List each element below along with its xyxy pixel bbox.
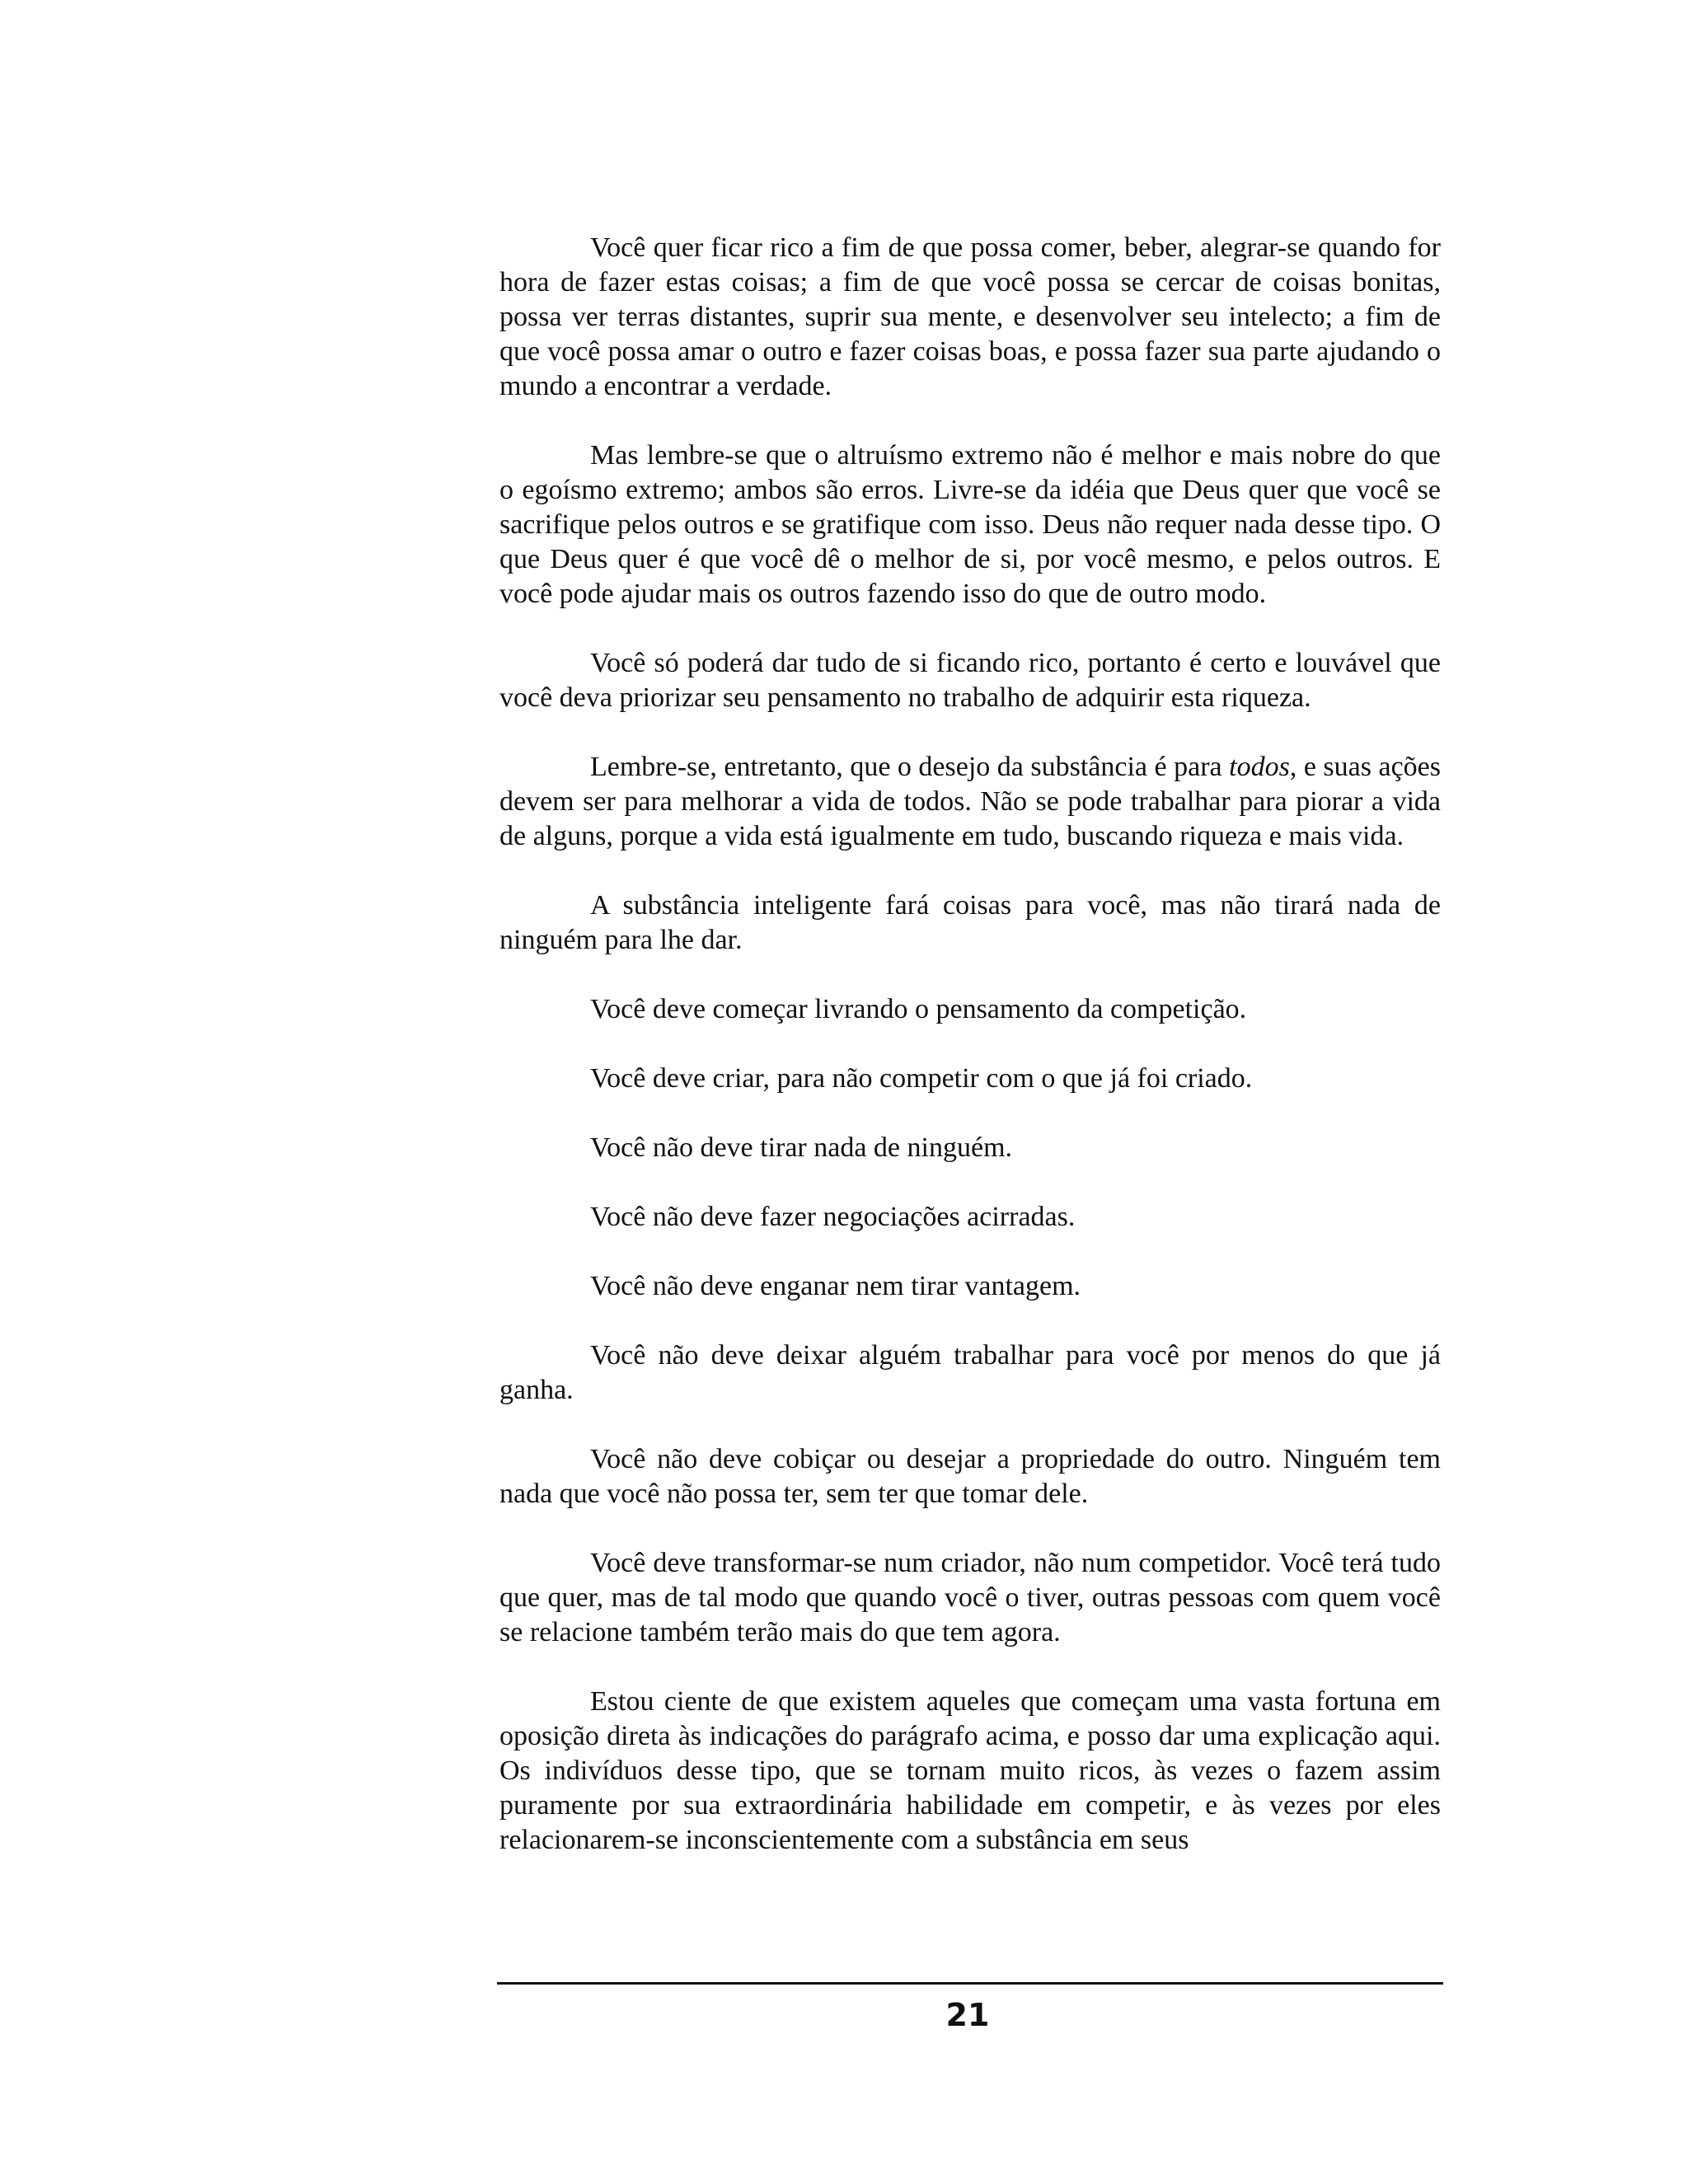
paragraph: Você deve transformar-se num criador, não num competidor. Você terá tudo que quer, mas de tal modo que quando você o tiver, outras pessoas com quem você se relacione também terão mais do que tem agora. xyxy=(499,1548,1441,1647)
emphasized-word: todos xyxy=(1229,752,1290,782)
paragraph: Estou ciente de que existem aqueles que começam uma vasta fortuna em oposição direta às indicações do parágrafo acima, e posso dar uma explicação aqui. Os indivíduos desse tipo, que se tornam muito ricos, às vezes o fazem assim puramente por sua extraordinária habilidade em competir, e às vezes por eles relacionarem-se inconscientemente com a substância em seus xyxy=(499,1686,1441,1855)
paragraph: Você só poderá dar tudo de si ficando rico, portanto é certo e louvável que você deva priorizar seu pensamento no trabalho de adquirir esta riqueza. xyxy=(499,648,1441,713)
paragraph-with-emphasis xyxy=(499,750,1441,854)
paragraph: Você não deve enganar nem tirar vantagem. xyxy=(590,1271,1081,1301)
paragraph: Você deve criar, para não competir com o que já foi criado. xyxy=(590,1063,1253,1094)
page-number: 21 xyxy=(945,1997,990,2033)
paragraph-text-before: Lembre-se, entretanto, que o desejo da substância é para xyxy=(590,752,1230,782)
paragraph: A substância inteligente fará coisas para você, mas não tirará nada de ninguém para lhe dar. xyxy=(499,890,1441,955)
page-body-text xyxy=(499,231,1441,1892)
footer-rule xyxy=(497,1982,1443,1985)
paragraph: Você não deve tirar nada de ninguém. xyxy=(590,1132,1013,1163)
paragraph: Você deve começar livrando o pensamento da competição. xyxy=(590,994,1247,1024)
paragraph: Você não deve fazer negociações acirradas. xyxy=(590,1202,1076,1232)
paragraph: Mas lembre-se que o altruísmo extremo não é melhor e mais nobre do que o egoísmo extremo; ambos são erros. Livre-se da idéia que Deus quer que você se sacrifique pelos outros e se gratifique com isso. Deus não requer nada desse tipo. O que Deus quer é que você dê o melhor de si, por você mesmo, e pelos outros. E você pode ajudar mais os outros fazendo isso do que de outro modo. xyxy=(499,440,1441,609)
paragraph: Você não deve deixar alguém trabalhar para você por menos do que já ganha. xyxy=(499,1340,1441,1405)
paragraph: Você não deve cobiçar ou desejar a propriedade do outro. Ninguém tem nada que você não possa ter, sem ter que tomar dele. xyxy=(499,1444,1441,1509)
paragraph: Você quer ficar rico a fim de que possa comer, beber, alegrar-se quando for hora de fazer estas coisas; a fim de que você possa se cercar de coisas bonitas, possa ver terras distantes, suprir sua mente, e desenvolver seu intelecto; a fim de que você possa amar o outro e fazer coisas boas, e possa fazer sua parte ajudando o mundo a encontrar a verdade. xyxy=(499,232,1441,401)
paragraph-text-after: , e suas ações devem ser para melhorar a vida de todos. Não se pode trabalhar para piorar a vida de alguns, porque a vida está igualmente em tudo, buscando riqueza e mais vida. xyxy=(499,752,1441,851)
